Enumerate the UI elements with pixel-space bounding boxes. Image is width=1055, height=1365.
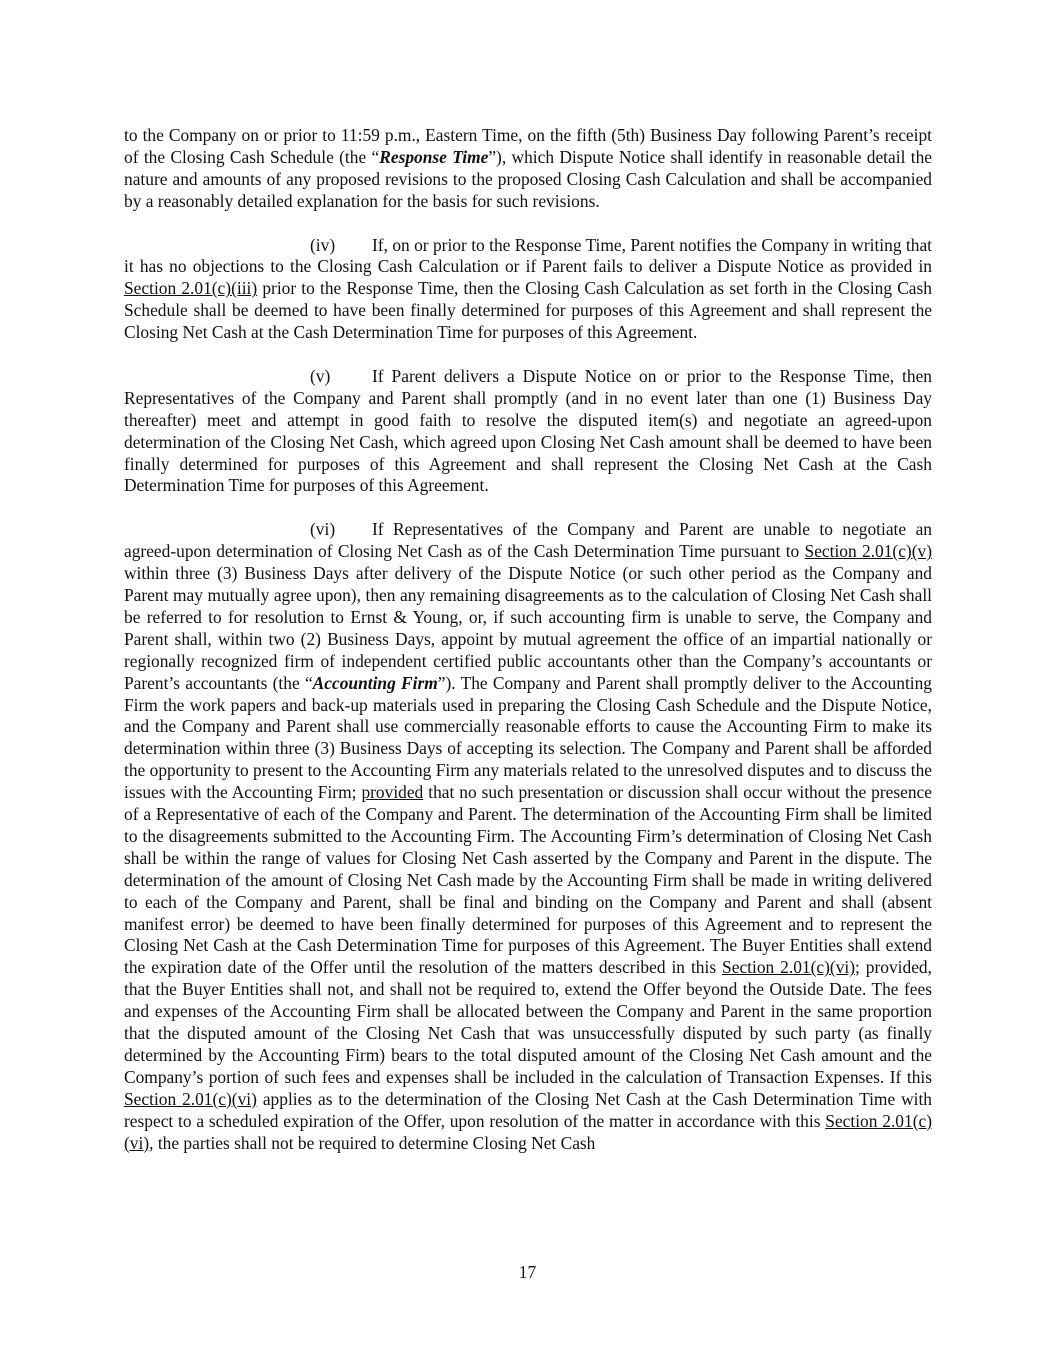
defined-term-accounting-firm: Accounting Firm (312, 672, 438, 693)
text-run: If, on or prior to the Response Time, Parent notifies the Company in writing that it has no objections to the Closing Cash Calculation or if Parent fails to deliver a Dispute Notice as provided in (124, 234, 932, 277)
clause-number-vi: (vi) (310, 519, 336, 540)
provided-term: provided (361, 782, 424, 803)
page-number: 17 (518, 1262, 537, 1282)
clause-number-iv: (iv) (310, 234, 336, 255)
document-page (124, 125, 932, 1176)
defined-term-response-time: Response Time (379, 146, 489, 167)
paragraph-iv (124, 235, 932, 345)
section-reference-2-01-c-vi: Section 2.01(c)(vi) (124, 1110, 932, 1153)
text-run: ”). The Company and Parent shall promptly deliver to the Accounting Firm the work papers and back-up materials used in preparing the Closing Cash Schedule and the Dispute Notice, and the Company and Parent shall use commercially reasonable efforts to cause the Accounting Firm to make its determination within three (3) Business Days of accepting its selection. The Company and Parent shall be afforded the opportunity to present to the Accounting Firm any materials related to the unresolved disputes and to discuss the issues with the Accounting Firm; (124, 672, 933, 803)
paragraph-vi (124, 519, 932, 1154)
section-reference-2-01-c-vi: Section 2.01(c)(vi) (124, 1088, 257, 1109)
text-run: within three (3) Business Days after delivery of the Dispute Notice (or such other period as the Company and Parent may mutually agree upon), then any remaining disagreements as to the calculation of Closing Net Cash shall be referred to for resolution to Ernst & Young, or, if such accounting firm is unable to serve, the Company and Parent shall, within two (2) Business Days, appoint by mutual agreement the office of an impartial nationally or regionally recognized firm of independent certified public accountants other than the Company’s accountants or Parent’s accountants (the “ (124, 563, 932, 693)
section-reference-2-01-c-vi: Section 2.01(c)(vi) (722, 957, 856, 978)
text-run: ”), which Dispute Notice shall identify in reasonable detail the nature and amounts of any proposed revisions to the proposed Closing Cash Calculation and shall be accompanied by a reasonably detailed explanation for the basis for such revisions. (124, 146, 932, 211)
paragraph-response-time (124, 125, 932, 213)
paragraph-v (124, 366, 932, 497)
text-run: applies as to the determination of the Closing Net Cash at the Cash Determination Time with respect to a scheduled expiration of the Offer, upon resolution of the matter in accordance with this (124, 1088, 932, 1131)
text-run: prior to the Response Time, then the Closing Cash Calculation as set forth in the Closing Cash Schedule shall be deemed to have been finally determined for purposes of this Agreement and shall represent the Closing Net Cash at the Cash Determination Time for purposes of this Agreement. (124, 278, 932, 343)
text-run: to the Company on or prior to 11:59 p.m., Eastern Time, on the fifth (5th) Business Day following Parent’s receipt of the Closing Cash Schedule (the “ (124, 125, 932, 167)
section-reference-2-01-c-iii: Section 2.01(c)(iii) (124, 278, 258, 299)
text-run: that no such presentation or discussion shall occur without the presence of a Representative of each of the Company and Parent. The determination of the Accounting Firm shall be limited to the disagreements submitted to the Accounting Firm. The Accounting Firm’s determination of Closing Net Cash shall be within the range of values for Closing Net Cash asserted by the Company and Parent in the dispute. The determination of the amount of Closing Net Cash made by the Accounting Firm shall be made in writing delivered to each of the Company and Parent, shall be final and binding on the Company and Parent and shall (absent manifest error) be deemed to have been finally determined for purposes of this Agreement and to represent the Closing Net Cash at the Cash Determination Time for purposes of this Agreement. The Buyer Entities shall extend the expiration date of the Offer until the resolution of the matters described in this (124, 782, 932, 978)
section-reference-2-01-c-v: Section 2.01(c)(v) (804, 541, 932, 562)
text-run: , the parties shall not be required to determine Closing Net Cash (149, 1132, 596, 1153)
text-run: If Parent delivers a Dispute Notice on or prior to the Response Time, then Representatives of the Company and Parent shall promptly (and in no event later than one (1) Business Day thereafter) meet and attempt in good faith to resolve the disputed item(s) and negotiate an agreed-upon determination of the Closing Net Cash, which agreed upon Closing Net Cash amount shall be deemed to have been finally determined for purposes of this Agreement and shall represent the Closing Net Cash at the Cash Determination Time for purposes of this Agreement. (124, 365, 932, 496)
text-run: ; provided, that the Buyer Entities shall not, and shall not be required to, extend the Offer beyond the Outside Date. The fees and expenses of the Accounting Firm shall be allocated between the Company and Parent in the same proportion that the disputed amount of the Closing Net Cash that was unsuccessfully disputed by such party (as finally determined by the Accounting Firm) bears to the total disputed amount of the Closing Net Cash amount and the Company’s portion of such fees and expenses shall be included in the calculation of Transaction Expenses. If this (124, 957, 932, 1087)
text-run: If Representatives of the Company and Parent are unable to negotiate an agreed-upon determination of Closing Net Cash as of the Cash Determination Time pursuant to (124, 519, 932, 562)
clause-number-v: (v) (310, 365, 331, 386)
